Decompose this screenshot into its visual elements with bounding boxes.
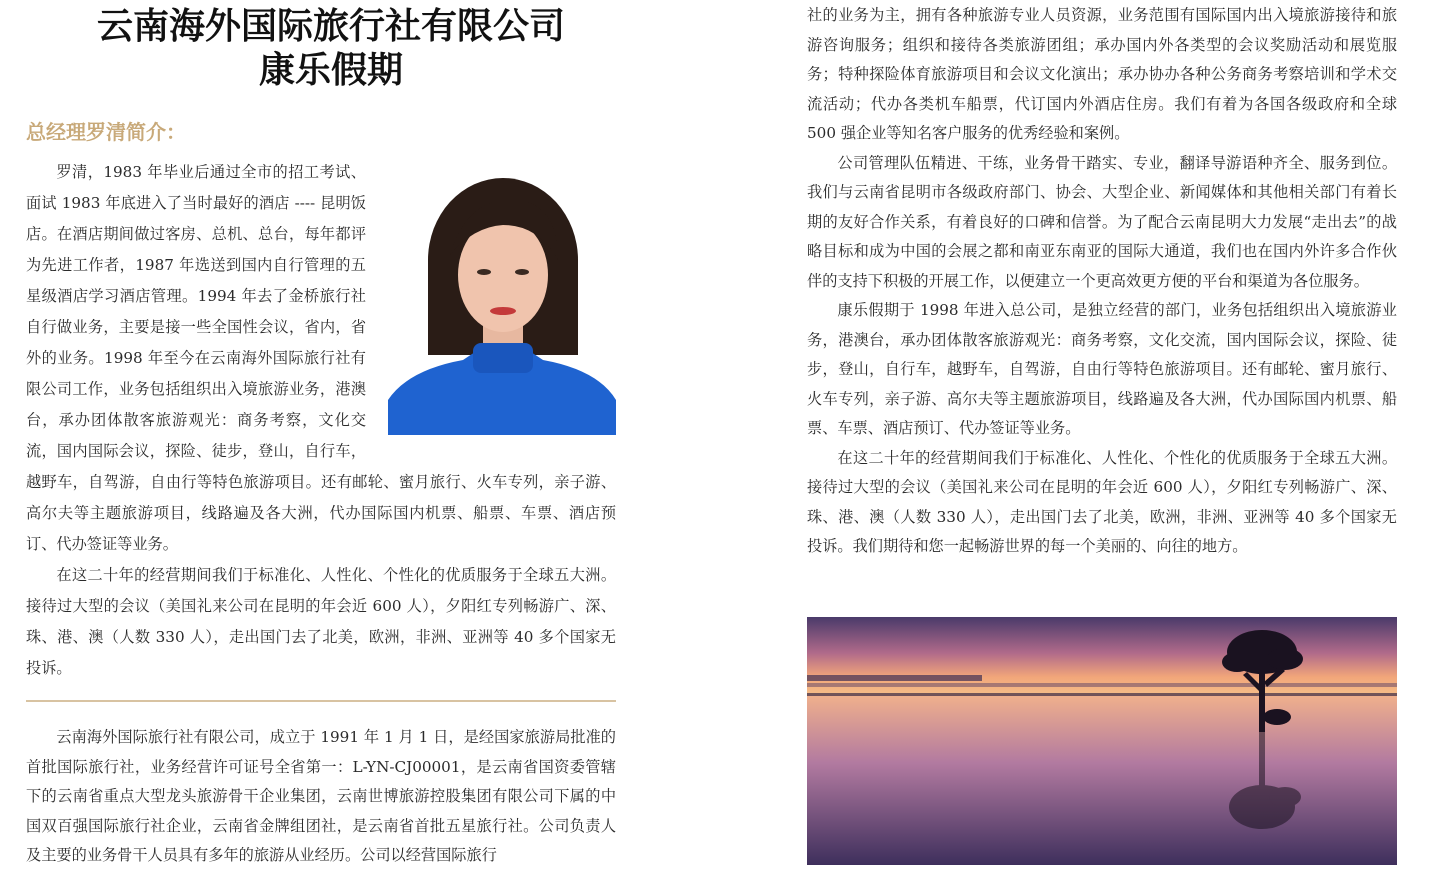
bio-paragraph-1: 罗清，1983 年毕业后通过全市的招工考试、面试 1983 年底进入了当时最好的酒店 ---- 昆明饭店。在酒店期间做过客房、总机、总台，每年都评为先进工作者，1987 年选送到国内自行管理的五星级酒店学习酒店管理。1994 年去了金桥旅行社自行做业务，主要是接一些全国性会议，省内，省外的业务。1998 年至今在云南海外国际旅行社有限公司工作，业务包括组织出入境旅游业务，港澳台，承办团体散客旅游观光：商务考察，文化交流，国内国际会议，探险、徒步，登山，自行车，越野车，自驾游，自由行等特色旅游项目。还有邮轮、蜜月旅行、火车专列，亲子游、高尔夫等主题旅游项目，线路遍及各大洲，代办国际国内机票、船票、车票、酒店预订、代办签证等业务。: [26, 163, 616, 553]
bio-paragraph-2: 在这二十年的经营期间我们于标准化、人性化、个性化的优质服务于全球五大洲。接待过大型的会议（美国礼来公司在昆明的年会近 600 人），夕阳红专列畅游广、深、珠、港、澳（人数 330 人），走出国门去了北美，欧洲，非洲、亚洲等 40 多个国家无投诉。: [26, 566, 616, 677]
section-divider: [26, 700, 616, 702]
intro-paragraph-2: 公司管理队伍精进、干练，业务骨干踏实、专业，翻译导游语种齐全、服务到位。我们与云南省昆明市各级政府部门、协会、大型企业、新闻媒体和其他相关部门有着长期的友好合作关系，有着良好的口碑和信誉。为了配合云南昆明大力发展“走出去”的战略目标和成为中国的会展之都和南亚东南亚的国际大通道，我们也在国内外许多合作伙伴的支持下积极的开展工作，以便建立一个更高效更方便的平台和渠道为各位服务。: [807, 153, 1397, 290]
sunset-tree-icon: [807, 617, 1397, 865]
intro-paragraph-4: 在这二十年的经营期间我们于标准化、人性化、个性化的优质服务于全球五大洲。接待过大型的会议（美国礼来公司在昆明的年会近 600 人），夕阳红专列畅游广、深、珠、港、澳（人数 330 人），走出国门去了北美，欧洲，非洲、亚洲等 40 多个国家无投诉。我们期待和您一起畅游世界的每一个美丽的、向往的地方。: [807, 448, 1397, 555]
manager-bio: [26, 157, 616, 684]
manager-portrait: [388, 165, 616, 435]
intro-paragraph-1-left: 云南海外国际旅行社有限公司，成立于 1991 年 1 月 1 日，是经国家旅游局批准的首批国际旅行社，业务经营许可证号全省第一：L-YN-CJ00001，是云南省国资委管辖下的云南省重点大型龙头旅游骨干企业集团，云南世博旅游控股集团有限公司下属的中国双百强国际旅行社企业，云南省金牌组团社，是云南省首批五星旅行社。公司负责人及主要的业务骨干人员具有多年的旅游从业经历。公司以经营国际旅行: [26, 728, 616, 864]
company-intro-right: [807, 1, 1397, 562]
company-name-title: 云南海外国际旅行社有限公司: [96, 5, 565, 47]
intro-paragraph-1-right: 社的业务为主，拥有各种旅游专业人员资源，业务范围有国际国内出入境旅游接待和旅游咨询服务；组织和接待各类旅游团组；承办国内外各类型的会议奖励活动和展览服务；特种探险体育旅游项目和会议文化演出；承办协办各种公务商务考察培训和学术交流活动；代办各类机车船票，代订国内外酒店住房。我们有着为各国各级政府和全球 500 强企业等知名客户服务的优秀经验和案例。: [807, 6, 1397, 142]
sunset-lake-photo: [807, 617, 1397, 865]
intro-paragraph-3: 康乐假期于 1998 年进入总公司，是独立经营的部门，业务包括组织出入境旅游业务，港澳台，承办团体散客旅游观光：商务考察，文化交流，国内国际会议，探险、徒步，登山，自行车，越野车，自驾游，自由行等特色旅游项目。还有邮轮、蜜月旅行、火车专列，亲子游、高尔夫等主题旅游项目，线路遍及各大洲，代办国际国内机票、船票、车票、酒店预订、代办签证等业务。: [807, 301, 1397, 437]
manager-heading: 总经理罗清简介：: [26, 120, 186, 144]
portrait-photo-icon: [388, 165, 616, 435]
company-intro-left: [26, 723, 616, 871]
brand-title: 康乐假期: [258, 49, 403, 91]
